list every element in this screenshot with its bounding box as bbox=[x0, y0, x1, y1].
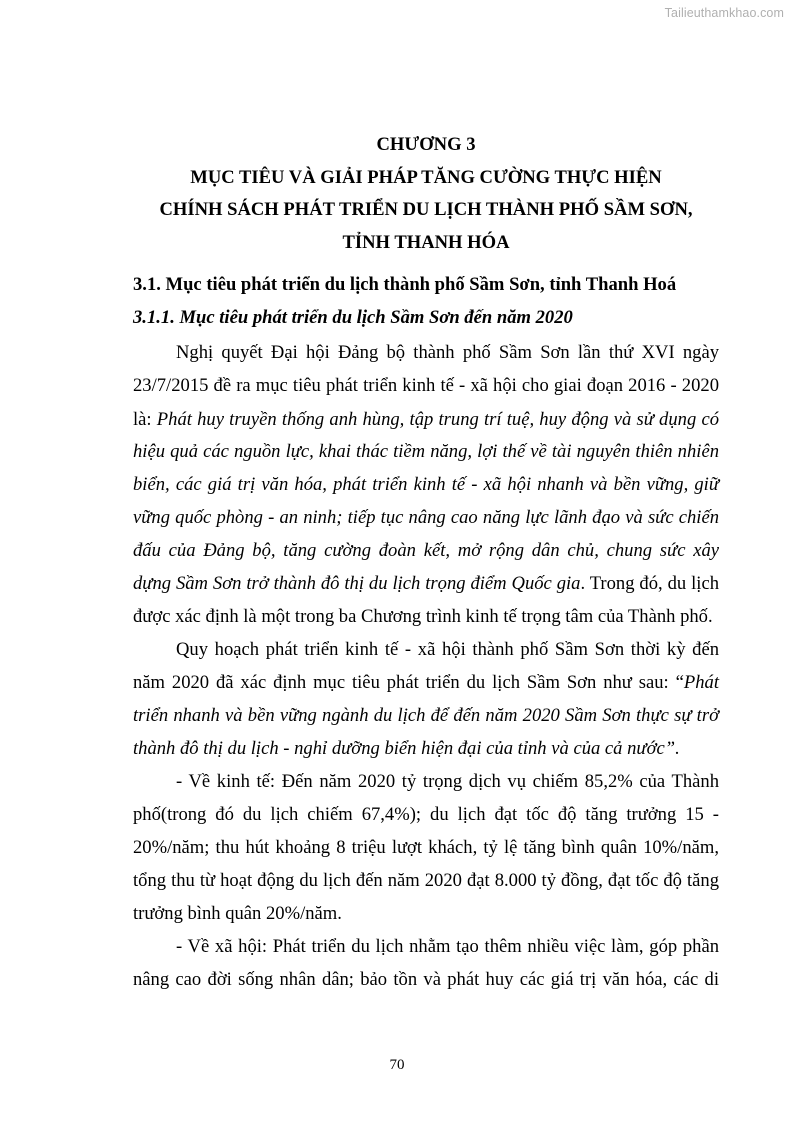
chapter-title-line-3: TỈNH THANH HÓA bbox=[342, 232, 510, 253]
paragraph-1-line-8 bbox=[133, 573, 719, 595]
chapter-title-line-1: MỤC TIÊU VÀ GIẢI PHÁP TĂNG CƯỜNG THỰC HIỆN bbox=[190, 167, 662, 188]
page-number: 70 bbox=[389, 1057, 405, 1073]
paragraph-2-line-4: thành đô thị du lịch - nghỉ dưỡng biển hiện đại của tỉnh và của cả nước”. bbox=[133, 738, 680, 759]
paragraph-2-line-2 bbox=[133, 672, 719, 694]
paragraph-1-line-1: Nghị quyết Đại hội Đảng bộ thành phố Sầm Sơn lần thứ XVI ngày bbox=[176, 342, 719, 363]
watermark: Tailieuthamkhao.com bbox=[664, 6, 784, 20]
chapter-title-line-2: CHÍNH SÁCH PHÁT TRIỂN DU LỊCH THÀNH PHỐ SẦM SƠN, bbox=[159, 199, 693, 220]
section-heading: 3.1. Mục tiêu phát triển du lịch thành phố Sầm Sơn, tỉnh Thanh Hoá bbox=[133, 274, 677, 295]
paragraph-1-line-3 bbox=[133, 409, 719, 431]
paragraph-1-line-2: 23/7/2015 đề ra mục tiêu phát triển kinh tế - xã hội cho giai đoạn 2016 - 2020 bbox=[133, 375, 719, 396]
quote-italic: Phát huy truyền thống anh hùng, tập trung trí tuệ, huy động và sử dụng có bbox=[156, 409, 719, 430]
paragraph-4-line-1: - Về xã hội: Phát triển du lịch nhằm tạo thêm nhiều việc làm, góp phần bbox=[176, 936, 719, 957]
paragraph-1-line-5: biển, các giá trị văn hóa, phát triển kinh tế - xã hội nhanh và bền vững, giữ bbox=[133, 474, 719, 495]
paragraph-3-line-3: 20%/năm; thu hút khoảng 8 triệu lượt khách, tỷ lệ tăng bình quân 10%/năm, bbox=[133, 837, 719, 858]
paragraph-1-line-9: được xác định là một trong ba Chương trình kinh tế trọng tâm của Thành phố. bbox=[133, 606, 713, 627]
paragraph-3-line-5: trưởng bình quân 20%/năm. bbox=[133, 903, 342, 924]
text-normal: năm 2020 đã xác định mục tiêu phát triển du lịch Sầm Sơn như sau: “ bbox=[133, 672, 684, 693]
text-normal: . Trong đó, du lịch bbox=[580, 573, 719, 594]
paragraph-2-line-3: triển nhanh và bền vững ngành du lịch để đến năm 2020 Sầm Sơn thực sự trở bbox=[133, 705, 719, 726]
paragraph-1-line-4: hiệu quả các nguồn lực, khai thác tiềm năng, lợi thế về tài nguyên thiên nhiên bbox=[133, 441, 719, 462]
text-normal: là: bbox=[133, 409, 157, 430]
paragraph-1-line-7: đấu của Đảng bộ, tăng cường đoàn kết, mở rộng dân chủ, chung sức xây bbox=[133, 540, 719, 561]
paragraph-3-line-2: phố(trong đó du lịch chiếm 67,4%); du lịch đạt tốc độ tăng trưởng 15 - bbox=[133, 804, 719, 825]
paragraph-4-line-2: nâng cao đời sống nhân dân; bảo tồn và phát huy các giá trị văn hóa, các di bbox=[133, 969, 719, 990]
paragraph-2-line-1: Quy hoạch phát triển kinh tế - xã hội thành phố Sầm Sơn thời kỳ đến bbox=[176, 639, 719, 660]
quote-italic: Phát bbox=[683, 672, 719, 693]
paragraph-3-line-4: tổng thu từ hoạt động du lịch đến năm 2020 đạt 8.000 tỷ đồng, đạt tốc độ tăng bbox=[133, 870, 719, 891]
subsection-heading: 3.1.1. Mục tiêu phát triển du lịch Sầm Sơn đến năm 2020 bbox=[133, 307, 573, 328]
quote-italic: dựng Sầm Sơn trở thành đô thị du lịch trọng điểm Quốc gia bbox=[133, 573, 581, 594]
paragraph-3-line-1: - Về kinh tế: Đến năm 2020 tỷ trọng dịch vụ chiếm 85,2% của Thành bbox=[176, 771, 719, 792]
chapter-number: CHƯƠNG 3 bbox=[376, 134, 476, 155]
paragraph-1-line-6: vững quốc phòng - an ninh; tiếp tục nâng cao năng lực lãnh đạo và sức chiến bbox=[133, 507, 719, 528]
